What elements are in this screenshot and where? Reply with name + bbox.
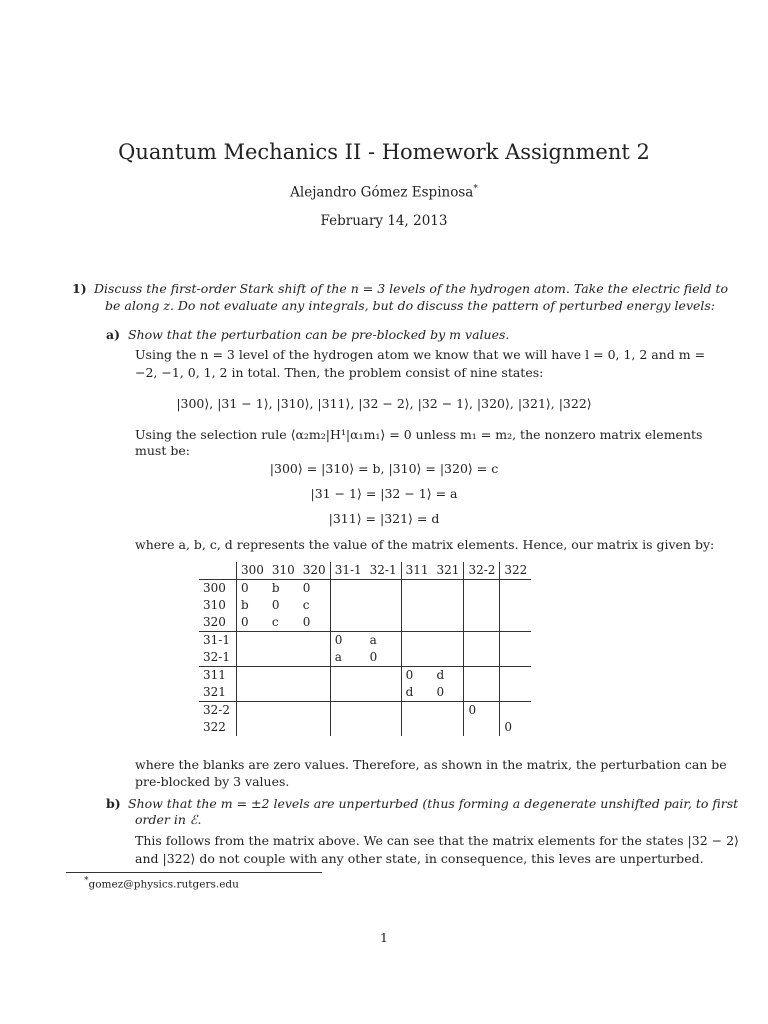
matrix-row-label: 31-1 xyxy=(199,632,236,650)
matrix-row-label: 300 xyxy=(199,580,236,598)
matrix-cell xyxy=(366,614,401,632)
selection-rule-line-2: must be: xyxy=(135,443,190,458)
matrix-cell xyxy=(299,649,330,667)
document-title: Quantum Mechanics II - Homework Assignment 2 xyxy=(118,140,650,164)
part-a-label: a) xyxy=(106,327,121,342)
selection-rule-line-1: Using the selection rule ⟨α₂m₂|H¹|α₁m₁⟩ = 0 unless m₁ = m₂, the nonzero matrix elements xyxy=(135,427,703,442)
page-number: 1 xyxy=(380,930,388,945)
matrix-cell: 0 xyxy=(366,649,401,667)
footnote-email: gomez@physics.rutgers.edu xyxy=(88,878,239,891)
matrix-cell xyxy=(236,667,267,685)
matrix-cell xyxy=(433,632,464,650)
matrix-col-header: 310 xyxy=(268,562,299,580)
matrix-cell xyxy=(500,649,531,667)
matrix-row xyxy=(199,632,531,650)
footnote-mark: * xyxy=(84,876,89,886)
matrix-cell: 0 xyxy=(299,580,330,598)
matrix-cell xyxy=(299,632,330,650)
matrix-cell xyxy=(236,649,267,667)
matrix-cell xyxy=(401,614,432,632)
author-name: Alejandro Gómez Espinosa xyxy=(290,184,474,201)
matrix-cell xyxy=(500,632,531,650)
matrix-cell xyxy=(433,597,464,614)
matrix-cell xyxy=(500,702,531,720)
question-line-2: be along z. Do not evaluate any integrals, but do discuss the pattern of perturbed energy levels: xyxy=(105,298,716,313)
matrix-cell xyxy=(236,719,267,736)
matrix-cell xyxy=(464,719,500,736)
part-a-after-1: where the blanks are zero values. Therefore, as shown in the matrix, the perturbation can be xyxy=(135,757,727,772)
matrix-col-header: 300 xyxy=(236,562,267,580)
equation-3: |311⟩ = |321⟩ = d xyxy=(328,511,440,526)
matrix-cell xyxy=(330,702,365,720)
matrix-row xyxy=(199,684,531,702)
matrix-col-header: 322 xyxy=(500,562,531,580)
matrix-row-label: 32-1 xyxy=(199,649,236,667)
matrix-corner xyxy=(199,562,236,580)
matrix-cell: c xyxy=(299,597,330,614)
matrix-row-label: 322 xyxy=(199,719,236,736)
matrix-cell: 0 xyxy=(464,702,500,720)
matrix-cell xyxy=(236,702,267,720)
part-a-after-2: pre-blocked by 3 values. xyxy=(135,774,290,789)
matrix-cell: 0 xyxy=(236,614,267,632)
matrix-cell xyxy=(299,667,330,685)
matrix-cell xyxy=(330,614,365,632)
states-list: |300⟩, |31 − 1⟩, |310⟩, |311⟩, |32 − 2⟩, |32 − 1⟩, |320⟩, |321⟩, |322⟩ xyxy=(176,396,592,411)
matrix-cell: b xyxy=(271,581,280,595)
part-a-text-1: Using the n = 3 level of the hydrogen atom we know that we will have l = 0, 1, 2 and m = xyxy=(135,347,706,362)
matrix-cell xyxy=(330,684,365,702)
matrix-cell xyxy=(433,702,464,720)
matrix-cell xyxy=(366,580,401,598)
matrix-cell xyxy=(366,667,401,685)
matrix-cell xyxy=(464,597,500,614)
footnote xyxy=(84,876,239,891)
document-date: February 14, 2013 xyxy=(320,213,448,229)
matrix-cell xyxy=(464,614,500,632)
matrix-cell: c xyxy=(268,614,299,632)
matrix-row-label: 321 xyxy=(199,684,236,702)
matrix-cell xyxy=(500,684,531,702)
matrix-cell xyxy=(401,719,432,736)
matrix-cell xyxy=(464,632,500,650)
matrix-cell xyxy=(330,667,365,685)
matrix-cell xyxy=(464,649,500,667)
part-b-prompt-2: order in ℰ. xyxy=(135,812,202,827)
matrix-col-header: 320 xyxy=(299,562,330,580)
question-number: 1) xyxy=(72,281,87,296)
matrix-row xyxy=(199,580,531,598)
part-a-text-2: −2, −1, 0, 1, 2 in total. Then, the problem consist of nine states: xyxy=(135,365,544,380)
matrix-row xyxy=(199,614,531,632)
matrix-cell xyxy=(366,684,401,702)
matrix-cell xyxy=(500,597,531,614)
matrix-cell xyxy=(330,597,365,614)
author-line xyxy=(0,184,768,201)
matrix-cell xyxy=(268,649,299,667)
matrix-cell xyxy=(433,649,464,667)
matrix-row xyxy=(199,597,531,614)
matrix-cell xyxy=(401,632,432,650)
matrix-col-header: 32-1 xyxy=(366,562,401,580)
matrix-cell: d xyxy=(401,684,432,702)
matrix-intro: where a, b, c, d represents the value of the matrix elements. Hence, our matrix is given by: xyxy=(135,537,715,552)
matrix-row xyxy=(199,667,531,685)
matrix-cell: 0 xyxy=(271,598,280,612)
matrix-row-label: 32-2 xyxy=(199,702,236,720)
matrix-header-row xyxy=(199,562,531,580)
matrix-col-header: 321 xyxy=(433,562,464,580)
matrix-cell: 0 xyxy=(240,581,249,595)
matrix-cell: b xyxy=(240,598,249,612)
matrix-cell xyxy=(268,667,299,685)
matrix-cell: 0 xyxy=(405,668,414,682)
matrix-cell xyxy=(268,684,299,702)
matrix-cell xyxy=(236,684,267,702)
matrix-cell xyxy=(401,649,432,667)
matrix-cell: a xyxy=(330,649,365,667)
matrix-cell xyxy=(236,632,267,650)
matrix-cell xyxy=(433,719,464,736)
matrix-cell xyxy=(433,580,464,598)
matrix-col-header: 32-2 xyxy=(464,562,500,580)
matrix-cell: a xyxy=(366,632,401,650)
matrix-cell xyxy=(464,684,500,702)
matrix-cell xyxy=(366,719,401,736)
matrix-cell xyxy=(464,580,500,598)
matrix-col-header: 311 xyxy=(401,562,432,580)
matrix-cell: 0 xyxy=(299,614,330,632)
matrix-row xyxy=(199,649,531,667)
matrix-cell xyxy=(433,614,464,632)
matrix-row xyxy=(199,719,531,736)
part-b-text-1: This follows from the matrix above. We can see that the matrix elements for the states |32 − 2⟩ xyxy=(135,833,739,848)
matrix-cell xyxy=(330,719,365,736)
matrix-cell: 0 xyxy=(504,720,513,734)
matrix-cell xyxy=(366,597,401,614)
equation-1: |300⟩ = |310⟩ = b, |310⟩ = |320⟩ = c xyxy=(269,461,499,476)
equation-2: |31 − 1⟩ = |32 − 1⟩ = a xyxy=(310,486,458,501)
matrix-cell: 0 xyxy=(433,684,464,702)
part-b-prompt-1: Show that the m = ±2 levels are unperturbed (thus forming a degenerate unshifted pair, to first xyxy=(128,796,739,811)
matrix-cell xyxy=(464,667,500,685)
matrix-cell xyxy=(500,614,531,632)
footnote-rule xyxy=(66,872,322,873)
matrix-cell xyxy=(401,580,432,598)
matrix-cell xyxy=(299,719,330,736)
author-footnote-mark: * xyxy=(473,184,478,194)
part-b-text-2: and |322⟩ do not couple with any other state, in consequence, this leves are unperturbed. xyxy=(135,851,704,866)
matrix-cell xyxy=(299,702,330,720)
matrix-row-label: 310 xyxy=(199,597,236,614)
matrix-cell xyxy=(268,719,299,736)
question-line-1: Discuss the first-order Stark shift of the n = 3 levels of the hydrogen atom. Take the electric field to xyxy=(94,281,729,296)
matrix-cell xyxy=(366,702,401,720)
matrix-cell xyxy=(299,684,330,702)
matrix-cell: d xyxy=(433,667,464,685)
matrix-cell xyxy=(500,667,531,685)
matrix-cell xyxy=(268,632,299,650)
matrix-col-header: 31-1 xyxy=(330,562,365,580)
matrix-cell: 0 xyxy=(334,633,343,647)
matrix-row-label: 320 xyxy=(199,614,236,632)
matrix-cell xyxy=(401,597,432,614)
part-a-prompt: Show that the perturbation can be pre-blocked by m values. xyxy=(128,327,510,342)
matrix-cell xyxy=(268,702,299,720)
part-b-label: b) xyxy=(106,796,121,811)
matrix-row xyxy=(199,702,531,720)
matrix-cell xyxy=(330,580,365,598)
matrix-cell xyxy=(401,702,432,720)
matrix-row-label: 311 xyxy=(199,667,236,685)
matrix-cell xyxy=(500,580,531,598)
perturbation-matrix xyxy=(199,562,531,736)
